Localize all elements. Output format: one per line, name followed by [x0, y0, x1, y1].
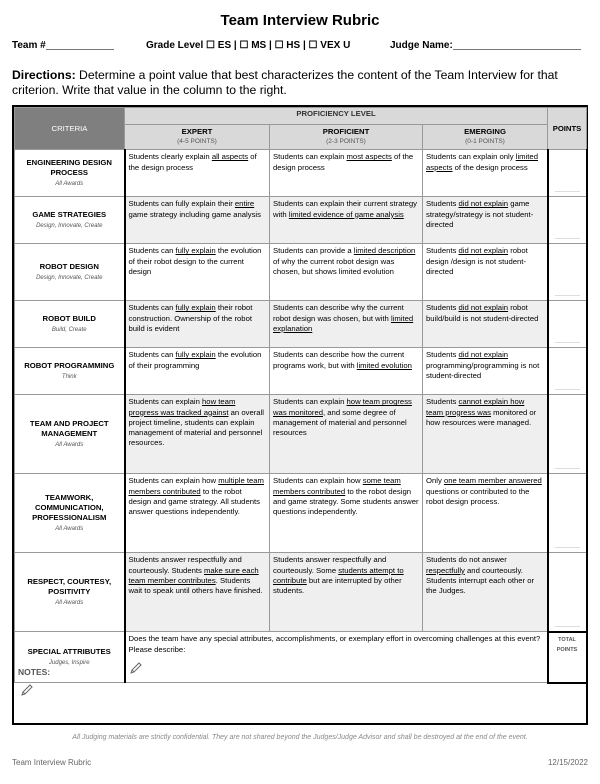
- expert-descriptor: Students can fully explain their entire game strategy including game analysis: [125, 197, 270, 244]
- emerging-descriptor: Students do not answer respectfully and courteously. Students interrupt each other or the Judges.: [423, 553, 548, 632]
- proficient-descriptor: Students can describe why the current robot design was chosen, but with limited explanation: [270, 301, 423, 348]
- rubric-row: [15, 553, 587, 632]
- special-attributes-description[interactable]: [125, 632, 548, 683]
- grade-level-options[interactable]: Grade Level ☐ ES | ☐ MS | ☐ HS | ☐ VEX U: [146, 40, 351, 51]
- team-number-label: Team #: [12, 40, 46, 51]
- proficient-descriptor: Students can explain most aspects of the design process: [270, 150, 423, 197]
- points-entry-box[interactable]: [548, 348, 587, 395]
- emerging-descriptor: Only one team member answered questions or contributed to the robot design process.: [423, 474, 548, 553]
- criterion-cell: TEAM AND PROJECT MANAGEMENT All Awards: [15, 395, 125, 474]
- notes-label: NOTES:: [18, 667, 51, 677]
- expert-descriptor: Students can fully explain the evolution of their programming: [125, 348, 270, 395]
- total-points-box[interactable]: TOTAL POINTS: [548, 632, 587, 683]
- rubric-table: [14, 107, 588, 684]
- points-entry-box[interactable]: [548, 197, 587, 244]
- expert-descriptor: Students can fully explain their robot construction. Ownership of the robot build is evident: [125, 301, 270, 348]
- confidentiality-note: All Judging materials are strictly confidential. They are not shared beyond the Judges/Judge Advisor and shall be destroyed at the end of the event.: [72, 734, 528, 741]
- proficient-descriptor: Students can explain how some team members contributed to the robot design and game strategy. Some students answer questions independently.: [270, 474, 423, 553]
- proficient-descriptor: Students can explain their current strategy with limited evidence of game analysis: [270, 197, 423, 244]
- points-entry-box[interactable]: [548, 553, 587, 632]
- special-attributes-criterion: SPECIAL ATTRIBUTES Judges, Inspire: [15, 632, 125, 683]
- emerging-descriptor: Students did not explain robot build/build is not student-directed: [423, 301, 548, 348]
- team-number-field[interactable]: [12, 40, 46, 51]
- criterion-cell: GAME STRATEGIES Design, Innovate, Create: [15, 197, 125, 244]
- pencil-icon: [20, 683, 34, 702]
- points-header: POINTS: [548, 108, 587, 150]
- rubric-row: [15, 197, 587, 244]
- rubric-row: [15, 150, 587, 197]
- emerging-descriptor: Students can explain only limited aspects of the design process: [423, 150, 548, 197]
- expert-descriptor: Students can explain how multiple team members contributed to the robot design and game strategy. All students answer questions independently.: [125, 474, 270, 553]
- directions-text: Determine a point value that best characterizes the content of the Team Interview for that criterion. Write that value in the column to the right.: [12, 68, 558, 97]
- expert-descriptor: Students clearly explain all aspects of the design process: [125, 150, 270, 197]
- proficient-descriptor: Students answer respectfully and courteously. Some students attempt to contribute but are interrupted by other students.: [270, 553, 423, 632]
- criterion-cell: ROBOT DESIGN Design, Innovate, Create: [15, 244, 125, 301]
- level-header-proficient: PROFICIENT (2-3 POINTS): [270, 125, 423, 150]
- emerging-descriptor: Students did not explain robot design /design is not student-directed: [423, 244, 548, 301]
- emerging-descriptor: Students did not explain programming/programming is not student-directed: [423, 348, 548, 395]
- expert-descriptor: Students can fully explain the evolution of their robot design to the current design: [125, 244, 270, 301]
- expert-descriptor: Students can explain how team progress was tracked against an overall project timeline, students can explain management of material and personnel resources.: [125, 395, 270, 474]
- special-attributes-row: [15, 632, 587, 683]
- directions: [12, 68, 590, 98]
- points-entry-box[interactable]: [548, 301, 587, 348]
- criterion-cell: ENGINEERING DESIGN PROCESS All Awards: [15, 150, 125, 197]
- directions-label: Directions:: [12, 68, 76, 82]
- criterion-cell: TEAMWORK, COMMUNICATION, PROFESSIONALISM All Awards: [15, 474, 125, 553]
- criteria-header: CRITERIA: [15, 108, 125, 150]
- proficient-descriptor: Students can describe how the current programs work, but with limited evolution: [270, 348, 423, 395]
- judge-name-field[interactable]: [390, 40, 453, 51]
- special-attributes-question: Does the team have any special attributes, accomplishments, or exemplary effort in overcoming challenges at this event? Please describe:: [128, 634, 541, 654]
- level-header-emerging: EMERGING (0-1 POINTS): [423, 125, 548, 150]
- rubric-row: [15, 244, 587, 301]
- proficiency-header: PROFICIENCY LEVEL: [125, 108, 548, 125]
- page-title: Team Interview Rubric: [220, 12, 380, 29]
- rubric-row: [15, 395, 587, 474]
- footer-title: Team Interview Rubric: [12, 758, 92, 767]
- emerging-descriptor: Students did not explain game strategy/strategy is not student-directed: [423, 197, 548, 244]
- judge-name-label: Judge Name:: [390, 40, 453, 51]
- proficient-descriptor: Students can provide a limited description of why the current robot design was chosen, but shows limited evolution: [270, 244, 423, 301]
- rubric-table-frame: [12, 105, 588, 725]
- rubric-rows: [15, 150, 587, 632]
- points-entry-box[interactable]: [548, 150, 587, 197]
- rubric-row: [15, 301, 587, 348]
- proficient-descriptor: Students can explain how team progress was monitored, and some degree of management of material and personnel resources: [270, 395, 423, 474]
- footer-date: 12/15/2022: [547, 758, 588, 767]
- criterion-cell: ROBOT BUILD Build, Create: [15, 301, 125, 348]
- pencil-icon: [129, 661, 143, 678]
- criterion-cell: ROBOT PROGRAMMING Think: [15, 348, 125, 395]
- level-header-expert: EXPERT (4-5 POINTS): [125, 125, 270, 150]
- rubric-row: [15, 348, 587, 395]
- points-entry-box[interactable]: [548, 244, 587, 301]
- criterion-cell: RESPECT, COURTESY, POSITIVITY All Awards: [15, 553, 125, 632]
- rubric-row: [15, 474, 587, 553]
- emerging-descriptor: Students cannot explain how team progress was monitored or how resources were managed.: [423, 395, 548, 474]
- points-entry-box[interactable]: [548, 395, 587, 474]
- points-entry-box[interactable]: [548, 474, 587, 553]
- expert-descriptor: Students answer respectfully and courteously. Students make sure each team member contributes. Students wait to speak until others have finished.: [125, 553, 270, 632]
